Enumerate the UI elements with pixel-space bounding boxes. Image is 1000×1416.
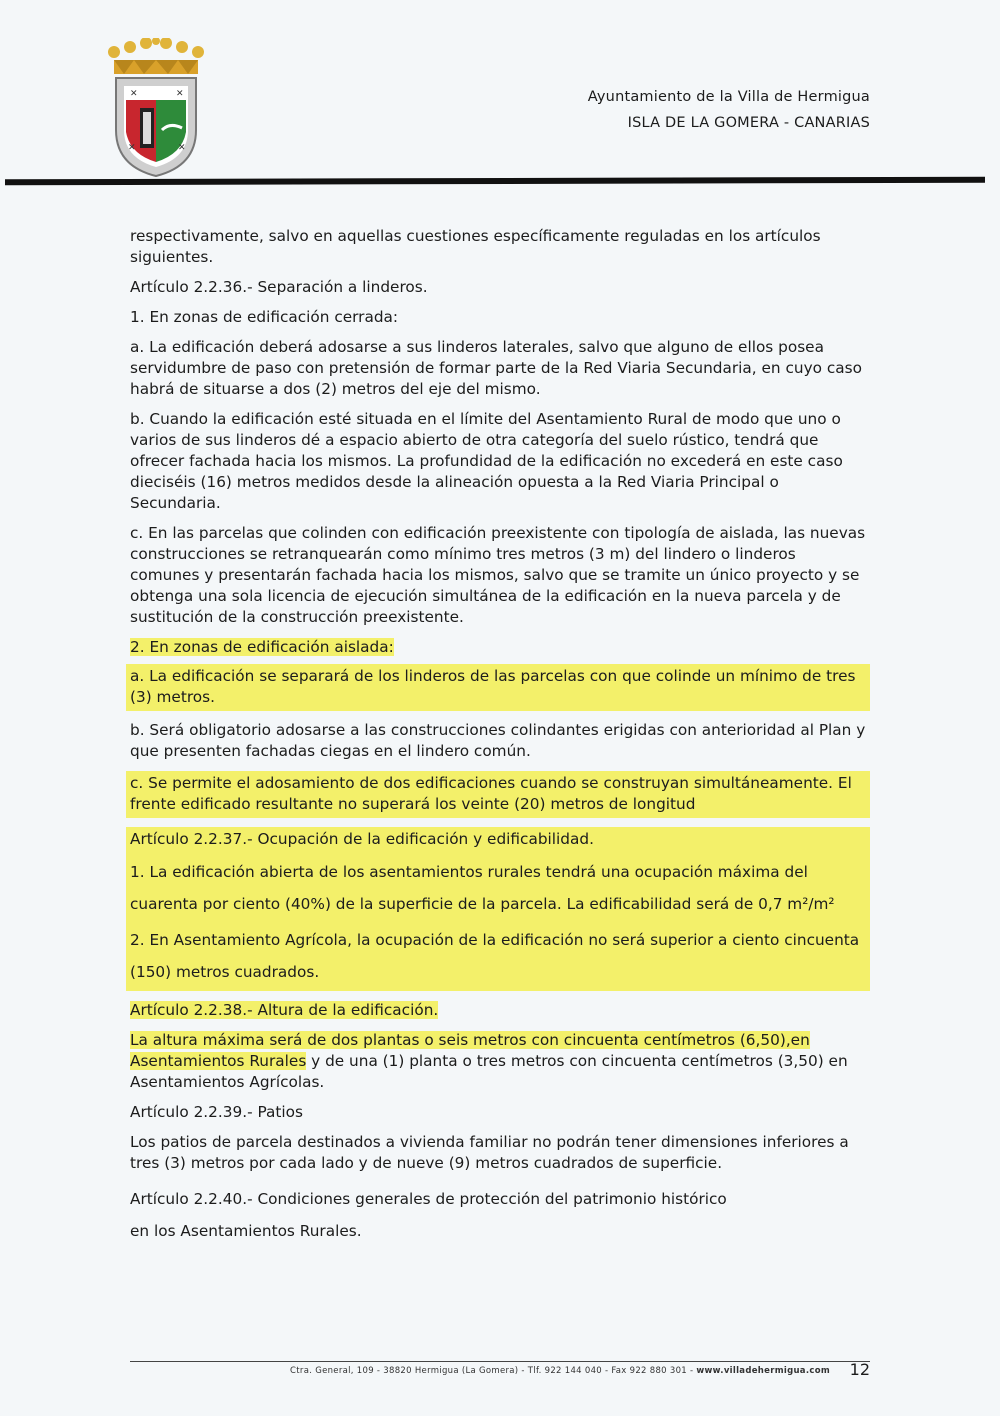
clause-1c: c. En las parcelas que colinden con edificación preexistente con tipología de aislada, las nuevas construcciones se retranquearán como mínimo tres metros (3 m) del lindero o linderos comunes y presentarán fachada hacia los mismos, salvo que se tramite un único proyecto y se obtenga una sola licencia de ejecución simultánea de la edificación en la nueva parcela y de sustitución de la construcción preexistente. xyxy=(130,524,866,626)
footer-address: Ctra. General, 109 - 38820 Hermigua (La Gomera) - Tlf. 922 144 040 - Fax 922 880 301 - xyxy=(290,1366,697,1376)
article-2-2-37-heading: Artículo 2.2.37.- Ocupación de la edificación y edificabilidad. xyxy=(130,830,594,848)
document-body xyxy=(130,226,870,1256)
letterhead xyxy=(540,84,870,136)
article-2-2-37-item-2: 2. En Asentamiento Agrícola, la ocupación de la edificación no será superior a ciento cincuenta (150) metros cuadrados. xyxy=(130,931,860,981)
footer-divider xyxy=(130,1361,870,1362)
municipality-name: Ayuntamiento de la Villa de Hermigua xyxy=(587,89,870,105)
paragraph-continuation: respectivamente, salvo en aquellas cuestiones específicamente reguladas en los artículos siguientes. xyxy=(130,227,821,266)
clause-1b: b. Cuando la edificación esté situada en el límite del Asentamiento Rural de modo que uno o varios de sus linderos dé a espacio abierto de otra categoría del suelo rústico, tendrá que ofrecer fachada hacia los mismos. La profundidad de la edificación no excederá en este caso dieciséis (16) metros medidos desde la alineación opuesta a la Red Viaria Principal o Secundaria. xyxy=(130,410,843,512)
municipal-coat-of-arms xyxy=(100,38,212,178)
article-2-2-38-highlighted-text: La altura máxima será de dos plantas o seis metros con cincuenta centímetros (6,50),en Asentamientos Rurales xyxy=(130,1031,810,1070)
svg-text:✕: ✕ xyxy=(178,143,186,153)
article-2-2-40-heading: Artículo 2.2.40.- Condiciones generales de protección del patrimonio histórico xyxy=(130,1190,727,1208)
article-2-2-38-remaining-text: y de una (1) planta o tres metros con cincuenta centímetros (3,50) en Asentamientos Agrícolas. xyxy=(130,1052,848,1091)
island-location: ISLA DE LA GOMERA - CANARIAS xyxy=(627,115,870,131)
clause-1a: a. La edificación deberá adosarse a sus linderos laterales, salvo que alguno de ellos posea servidumbre de paso con pretensión de formar parte de la Red Viaria Secundaria, en cuyo caso habrá de situarse a dos (2) metros del eje del mismo. xyxy=(130,338,862,398)
article-2-2-37-item-1: 1. La edificación abierta de los asentamientos rurales tendrá una ocupación máxima del cuarenta por ciento (40%) de la superficie de la parcela. La edificabilidad será de 0,7 m²/m² xyxy=(130,863,835,913)
article-2-2-36-heading: Artículo 2.2.36.- Separación a linderos. xyxy=(130,278,428,296)
footer-website: www.villadehermigua.com xyxy=(696,1366,830,1376)
header-divider xyxy=(5,177,985,186)
article-2-2-39-heading: Artículo 2.2.39.- Patios xyxy=(130,1103,303,1121)
footer-contact xyxy=(200,1366,830,1376)
article-2-2-37-block xyxy=(126,827,870,991)
clause-2a: a. La edificación se separará de los linderos de las parcelas con que colinde un mínimo de tres (3) metros. xyxy=(126,664,870,711)
article-2-2-38-text xyxy=(130,1030,870,1093)
svg-text:✕: ✕ xyxy=(130,89,138,99)
clause-2c: c. Se permite el adosamiento de dos edificaciones cuando se construyan simultáneamente. El frente edificado resultante no superará los veinte (20) metros de longitud xyxy=(126,771,870,818)
article-2-2-38-heading: Artículo 2.2.38.- Altura de la edificación. xyxy=(130,1001,439,1019)
clause-2b: b. Será obligatorio adosarse a las construcciones colindantes erigidas con anterioridad al Plan y que presenten fachadas ciegas en el lindero común. xyxy=(130,721,866,760)
svg-text:✕: ✕ xyxy=(128,143,136,153)
section-2-heading: 2. En zonas de edificación aislada: xyxy=(130,638,394,656)
page-number: 12 xyxy=(849,1360,870,1379)
section-1-heading: 1. En zonas de edificación cerrada: xyxy=(130,308,399,326)
svg-text:✕: ✕ xyxy=(176,89,184,99)
article-2-2-40-text: en los Asentamientos Rurales. xyxy=(130,1222,362,1240)
article-2-2-39-text: Los patios de parcela destinados a vivienda familiar no podrán tener dimensiones inferiores a tres (3) metros por cada lado y de nueve (9) metros cuadrados de superficie. xyxy=(130,1133,849,1172)
